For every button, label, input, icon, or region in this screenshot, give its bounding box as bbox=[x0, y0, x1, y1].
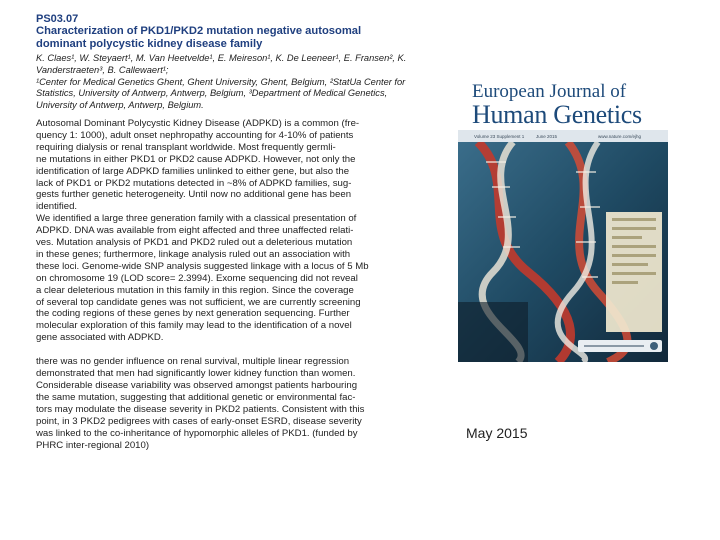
text-line: molecular exploration of this family may lead to the identification of a novel bbox=[36, 320, 352, 332]
cover-volume: Volume 23 Supplement 1 bbox=[474, 134, 525, 139]
cover-conference-box bbox=[606, 212, 662, 332]
text-line: point, in 3 PKD2 pedigrees with cases of early-onset ESRD, disease severity bbox=[36, 415, 362, 427]
text-line: on chromosome 19 (LOD score= 2.3994). Exome sequencing did not reveal bbox=[36, 272, 358, 284]
text-line: demonstrated that men had significantly lower kidney function than women. bbox=[36, 368, 356, 380]
text-line: in these genes; furthermore, linkage analysis ruled out an association with bbox=[36, 248, 351, 260]
text-line: identified. bbox=[36, 201, 78, 213]
cover-info-bar bbox=[458, 130, 668, 142]
journal-cover bbox=[458, 72, 668, 362]
text-line: PHRC inter-regional 2010) bbox=[36, 439, 150, 451]
text-line: ne mutations in either PKD1 or PKD2 cause ADPKD. However, not only the bbox=[36, 153, 356, 165]
cover-title-line1: European Journal of bbox=[472, 81, 627, 102]
abstract-code: PS03.07 bbox=[36, 13, 79, 25]
text-line: gests further genetic heterogeneity. Until now no additional gene has been bbox=[36, 189, 352, 201]
cover-issue-date: June 2015 bbox=[536, 134, 558, 139]
affiliation-line: University of Antwerp, Antwerp, Belgium. bbox=[36, 100, 204, 111]
text-line: ves. Mutation analysis of PKD1 and PKD2 ruled out a deleterious mutation bbox=[36, 237, 353, 249]
text-line: a clear deleterious mutation in this family in this region. Since the coverage bbox=[36, 284, 354, 296]
text-line: ADPKD. DNA was available from eight affected and three unaffected relati- bbox=[36, 225, 354, 237]
text-line: lack of PKD1 or PKD2 mutations detected in ~8% of ADPKD families, sug- bbox=[36, 177, 352, 189]
abstract-body bbox=[36, 118, 446, 344]
cover-title-line2: Human Genetics bbox=[472, 100, 642, 129]
text-line: gene associated with ADPKD. bbox=[36, 332, 164, 344]
abstract-title bbox=[36, 25, 446, 51]
text-line: Autosomal Dominant Polycystic Kidney Disease (ADPKD) is a common (fre- bbox=[36, 117, 360, 129]
text-line: Considerable disease variability was observed amongst patients harbouring bbox=[36, 380, 358, 392]
author-line: Vanderstraeten³, B. Callewaert¹; bbox=[36, 64, 169, 75]
text-line: We identified a large three generation family with a classical presentation of bbox=[36, 213, 357, 225]
issue-date: May 2015 bbox=[466, 425, 528, 441]
text-line: was linked to the co-inheritance of hypomorphic alleles of PKD1. (funded by bbox=[36, 427, 358, 439]
text-line: identification of large ADPKD families unlinked to either gene, but also the bbox=[36, 165, 350, 177]
text-line: the same mutation, suggesting that additional genetic or environmental fac- bbox=[36, 391, 356, 403]
text-line: these loci. Genome-wide SNP analysis suggested linkage with a locus of 5 Mb bbox=[36, 260, 369, 272]
text-line: there was no gender influence on renal survival, multiple linear regression bbox=[36, 356, 350, 368]
affiliation-line: ¹Center for Medical Genetics Ghent, Ghent University, Ghent, Belgium, ²StatUa Center for bbox=[36, 76, 406, 87]
abstract-title-line: Characterization of PKD1/PKD2 mutation negative autosomal bbox=[36, 25, 362, 37]
text-line: the coding regions of these genes by next generation sequencing. Further bbox=[36, 308, 350, 320]
abstract-continuation bbox=[36, 356, 446, 451]
affiliation-line: Statistics, University of Antwerp, Antwerp, Belgium, ³Department of Medical Genetics, bbox=[36, 88, 388, 99]
cover-masthead bbox=[458, 72, 668, 130]
text-line: tors may modulate the disease severity in PKD2 patients. Consistent with this bbox=[36, 403, 365, 415]
cover-publisher-badge bbox=[578, 340, 662, 352]
abstract-authors bbox=[36, 53, 446, 112]
author-line: K. Claes¹, W. Steyaert¹, M. Van Heetvelde¹, E. Meireson¹, K. De Leeneer¹, E. Fransen², K. bbox=[36, 53, 407, 63]
abstract-block bbox=[36, 14, 446, 451]
text-line: requiring dialysis or renal transplant worldwide. Most frequently germli- bbox=[36, 141, 336, 153]
text-line: quency 1: 1000), adult onset nephropathy accounting for 4-10% of patients bbox=[36, 129, 354, 141]
cover-url: www.nature.com/ejhg bbox=[598, 134, 642, 139]
abstract-title-line: dominant polycystic kidney disease family bbox=[36, 38, 263, 50]
text-line: of several top candidate genes was not sufficient, we are currently screening bbox=[36, 296, 361, 308]
